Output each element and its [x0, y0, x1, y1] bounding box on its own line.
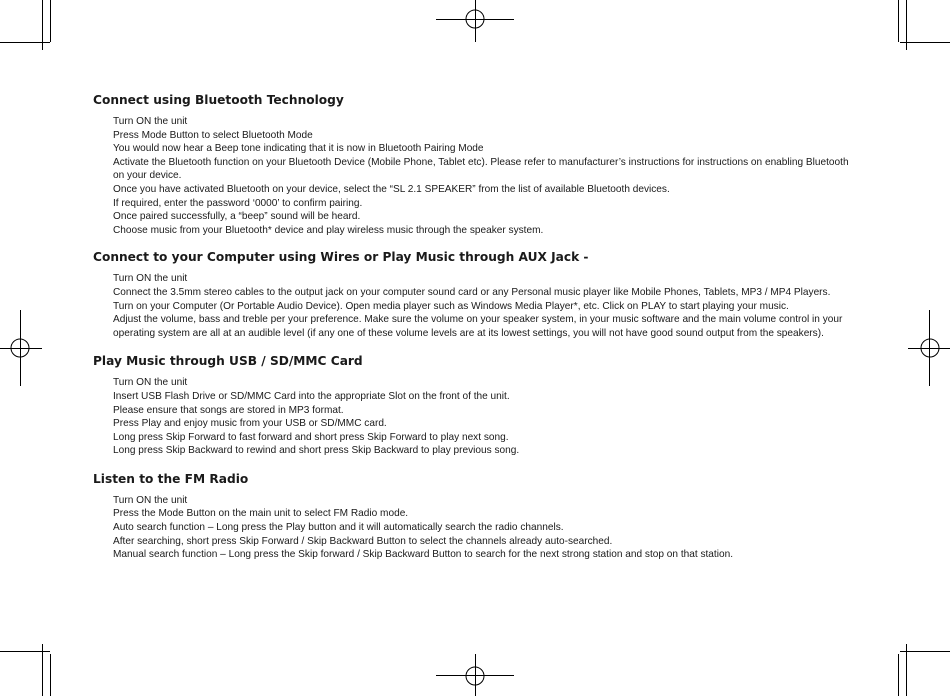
list-item: After searching, short press Skip Forward / Skip Backward Button to select the channels already auto-searched.: [113, 535, 613, 547]
section-usb-sd: [93, 353, 859, 458]
list-item: Press Play and enjoy music from your USB or SD/MMC card.: [113, 418, 387, 430]
list-item: If required, enter the password ‘0000’ to confirm pairing.: [113, 197, 363, 209]
registration-mark-top: [436, 0, 514, 42]
instruction-list: [93, 115, 859, 237]
list-item: Turn ON the unit: [113, 116, 188, 127]
section-computer-aux: [93, 249, 859, 340]
list-item: Insert USB Flash Drive or SD/MMC Card into the appropriate Slot on the front of the unit.: [113, 390, 510, 402]
list-item: Turn on your Computer (Or Portable Audio Device). Open media player such as Windows Media Player*, etc. Click on PLAY to start playing your music.: [113, 300, 789, 312]
section-title: Listen to the FM Radio: [93, 471, 249, 486]
list-item: Long press Skip Forward to fast forward and short press Skip Forward to play next song.: [113, 431, 509, 443]
section-title: Connect to your Computer using Wires or Play Music through AUX Jack -: [93, 250, 589, 265]
instruction-list: [93, 376, 859, 458]
registration-mark-right: [908, 310, 950, 386]
list-item: Adjust the volume, bass and treble per your preference. Make sure the volume on your speaker system, in your music software and the main volume control in your operating system are all at an audible level (if any one of these volume levels are at its lowest settings, you will not have good sound output from the speakers).: [113, 314, 843, 339]
list-item: Auto search function – Long press the Play button and it will automatically search the radio channels.: [113, 522, 564, 534]
list-item: Long press Skip Backward to rewind and short press Skip Backward to play previous song.: [113, 445, 520, 457]
list-item: Press the Mode Button on the main unit to select FM Radio mode.: [113, 508, 409, 520]
registration-mark-bottom: [436, 654, 514, 696]
list-item: Press Mode Button to select Bluetooth Mode: [113, 129, 313, 141]
list-item: Activate the Bluetooth function on your Bluetooth Device (Mobile Phone, Tablet etc). Please refer to manufacturer’s instructions for instructions on enabling Bluetooth on your device.: [113, 156, 849, 182]
list-item: Please ensure that songs are stored in MP3 format.: [113, 404, 344, 416]
list-item: Once paired successfully, a “beep” sound will be heard.: [113, 211, 361, 223]
list-item: Manual search function – Long press the Skip forward / Skip Backward Button to search for the next strong station and stop on that station.: [113, 549, 733, 561]
list-item: Turn ON the unit: [113, 273, 188, 285]
list-item: You would now hear a Beep tone indicating that it is now in Bluetooth Pairing Mode: [113, 143, 484, 155]
list-item: Choose music from your Bluetooth* device and play wireless music through the speaker system.: [113, 224, 544, 236]
list-item: Turn ON the unit: [113, 494, 188, 506]
section-bluetooth: [93, 92, 859, 237]
section-fm-radio: [93, 471, 859, 562]
instruction-list: [93, 272, 859, 340]
instructions-content: [93, 92, 859, 562]
list-item: Connect the 3.5mm stereo cables to the output jack on your computer sound card or any Personal music player like Mobile Phones, Tablets, MP3 / MP4 Players.: [113, 286, 831, 298]
section-title: Connect using Bluetooth Technology: [93, 93, 344, 107]
registration-mark-left: [0, 310, 42, 386]
list-item: Turn ON the unit: [113, 377, 188, 389]
list-item: Once you have activated Bluetooth on your device, select the “SL 2.1 SPEAKER” from the list of available Bluetooth devices.: [113, 183, 670, 195]
section-title: Play Music through USB / SD/MMC Card: [93, 354, 363, 369]
instruction-list: [93, 494, 859, 562]
